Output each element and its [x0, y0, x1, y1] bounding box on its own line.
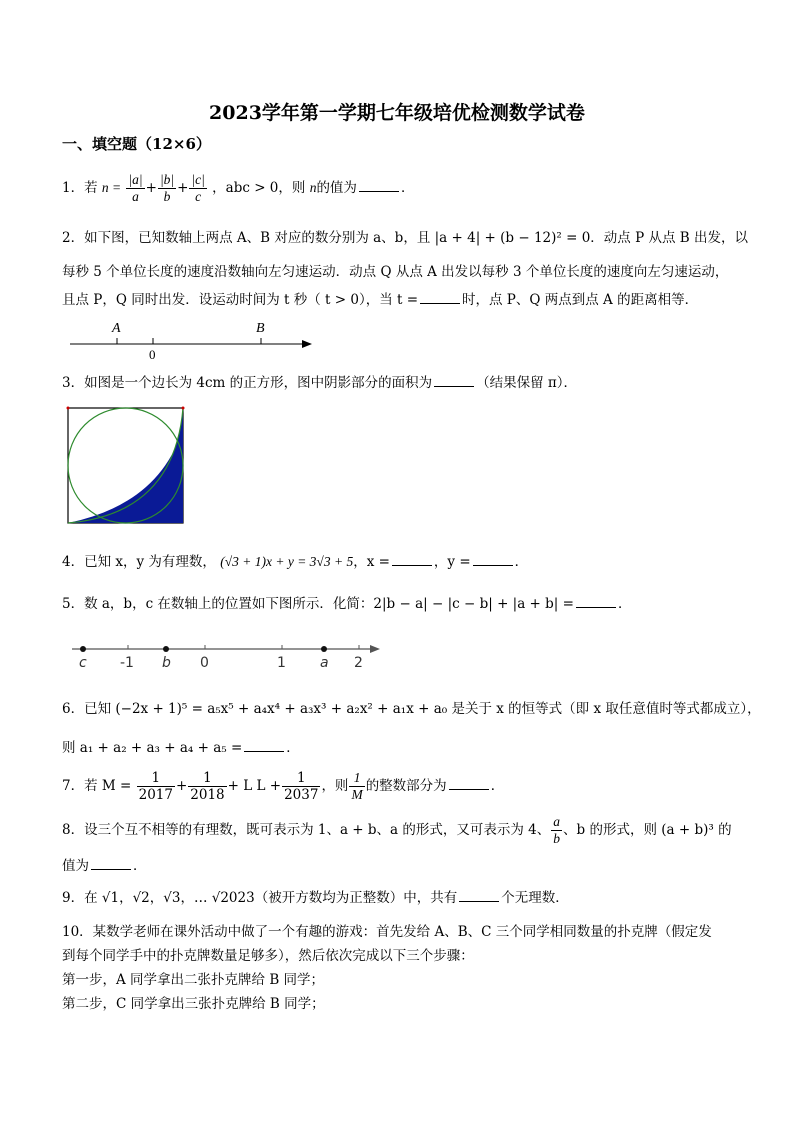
q3-square-figure — [64, 404, 188, 528]
q4-y-blank[interactable] — [473, 553, 513, 566]
section-heading: 一、填空题（12×6） — [62, 135, 211, 153]
page-title: 2023学年第一学期七年级培优检测数学试卷 — [209, 102, 585, 124]
nl-label-1: 1 — [277, 655, 286, 671]
q1-n-eq: n = — [101, 180, 122, 195]
question-8-line-1: 8．设三个互不相等的有理数，既可表示为 1、a + b、a 的形式，又可表示为 4、 $\frac{a}{b}$ 、b 的形式，则 (a + b)³ 的 — [62, 814, 732, 846]
q2-answer-blank[interactable] — [420, 291, 460, 304]
q1-condition: ，abc > 0，则 — [212, 180, 306, 196]
q2-label-zero: 0 — [149, 347, 156, 362]
question-5: 5．数 a，b，c 在数轴上的位置如下图所示．化简：2|b − a| − |c − b| + |a + b| = ． — [62, 596, 632, 612]
q6-answer-blank[interactable] — [244, 739, 284, 752]
question-1: 1．若 n = $\frac{|a|}{a}$ + $\frac{|b|}{b}$ + $\frac{|c|}{c}$ ，abc > 0，则 n的值为 ． — [62, 172, 415, 204]
nl-label-a: a — [320, 655, 329, 671]
q9-answer-blank[interactable] — [459, 889, 499, 902]
question-3: 3．如图是一个边长为 4cm 的正方形，图中阴影部分的面积为 （结果保留 π）． — [62, 375, 578, 391]
q7-fraction-1-over-m: $\frac{1}{M}$ — [351, 770, 363, 802]
q7-fraction-2037: $\frac{1}{2037}$ — [284, 770, 319, 803]
q3-answer-blank[interactable] — [434, 374, 474, 387]
q1-fraction-c: $\frac{|c|}{c}$ — [191, 172, 205, 204]
question-2-line-3: 且点 P，Q 同时出发．设运动时间为 t 秒（ t > 0），当 t = 时，点 P、Q 两点到点 A 的距离相等． — [62, 292, 699, 308]
q7-fraction-2017: $\frac{1}{2017}$ — [138, 770, 173, 803]
q7-fraction-2018: $\frac{1}{2018}$ — [190, 770, 225, 803]
question-10-line-3: 第一步，A 同学拿出二张扑克牌给 B 同学； — [62, 972, 325, 988]
question-10-line-2: 到每个同学手中的扑克牌数量足够多），然后依次完成以下三个步骤： — [62, 948, 474, 964]
q7-answer-blank[interactable] — [449, 777, 489, 790]
q2-number-line — [62, 312, 322, 362]
question-8-line-2: 值为 ． — [62, 858, 147, 874]
q1-fraction-a: $\frac{|a|}{a}$ — [128, 172, 143, 204]
nl-label-minus-1: -1 — [120, 655, 134, 671]
question-2-line-1: 2．如下图，已知数轴上两点 A、B 对应的数分别为 a、b，且 |a + 4| + (b − 12)² = 0．动点 P 从点 B 出发，以 — [62, 230, 748, 246]
nl-label-2: 2 — [354, 655, 363, 671]
q8-fraction-a-over-b: $\frac{a}{b}$ — [553, 814, 561, 846]
q1-tail: 的值为 — [316, 180, 357, 196]
nl-label-c: c — [79, 655, 87, 671]
nl-label-b: b — [162, 655, 171, 671]
question-10-line-1: 10．某数学老师在课外活动中做了一个有趣的游戏：首先发给 A、B、C 三个同学相同数量的扑克牌（假定发 — [62, 924, 712, 940]
q4-equation: (√3 + 1)x + y = 3√3 + 5 — [220, 554, 354, 569]
nl-label-0: 0 — [200, 655, 209, 671]
question-4: 4．已知 x，y 为有理数， (√3 + 1)x + y = 3√3 + 5，x = ，y = ． — [62, 554, 529, 570]
q1-fraction-b: $\frac{|b|}{b}$ — [159, 172, 175, 204]
question-6-line-1: 6．已知 (−2x + 1)⁵ = a₅x⁵ + a₄x⁴ + a₃x³ + a₂x² + a₁x + a₀ 是关于 x 的恒等式（即 x 取任意值时等式都成立）， — [62, 701, 761, 717]
q5-number-line — [66, 636, 386, 672]
question-7: 7．若 M = $\frac{1}{2017}$ + $\frac{1}{2018}$ + L L + $\frac{1}{2037}$ ，则 $\frac{1}{M}$ 的整数部分为 ． — [62, 770, 505, 803]
q2-label-a: A — [112, 321, 121, 336]
q8-answer-blank[interactable] — [91, 857, 131, 870]
question-10-line-4: 第二步，C 同学拿出三张扑克牌给 B 同学； — [62, 996, 325, 1012]
question-6-line-2: 则 a₁ + a₂ + a₃ + a₄ + a₅ = ． — [62, 740, 300, 756]
question-9: 9．在 √1，√2，√3，… √2023（被开方数均为正整数）中，共有 个无理数． — [62, 890, 569, 906]
q1-number: 1．若 — [62, 180, 98, 196]
q1-answer-blank[interactable] — [359, 179, 399, 192]
q4-x-blank[interactable] — [392, 553, 432, 566]
question-2-line-2: 每秒 5 个单位长度的速度沿数轴向左匀速运动．动点 Q 从点 A 出发以每秒 3 个单位长度的速度向左匀速运动， — [62, 264, 729, 280]
q2-label-b: B — [256, 321, 265, 336]
q5-answer-blank[interactable] — [576, 595, 616, 608]
